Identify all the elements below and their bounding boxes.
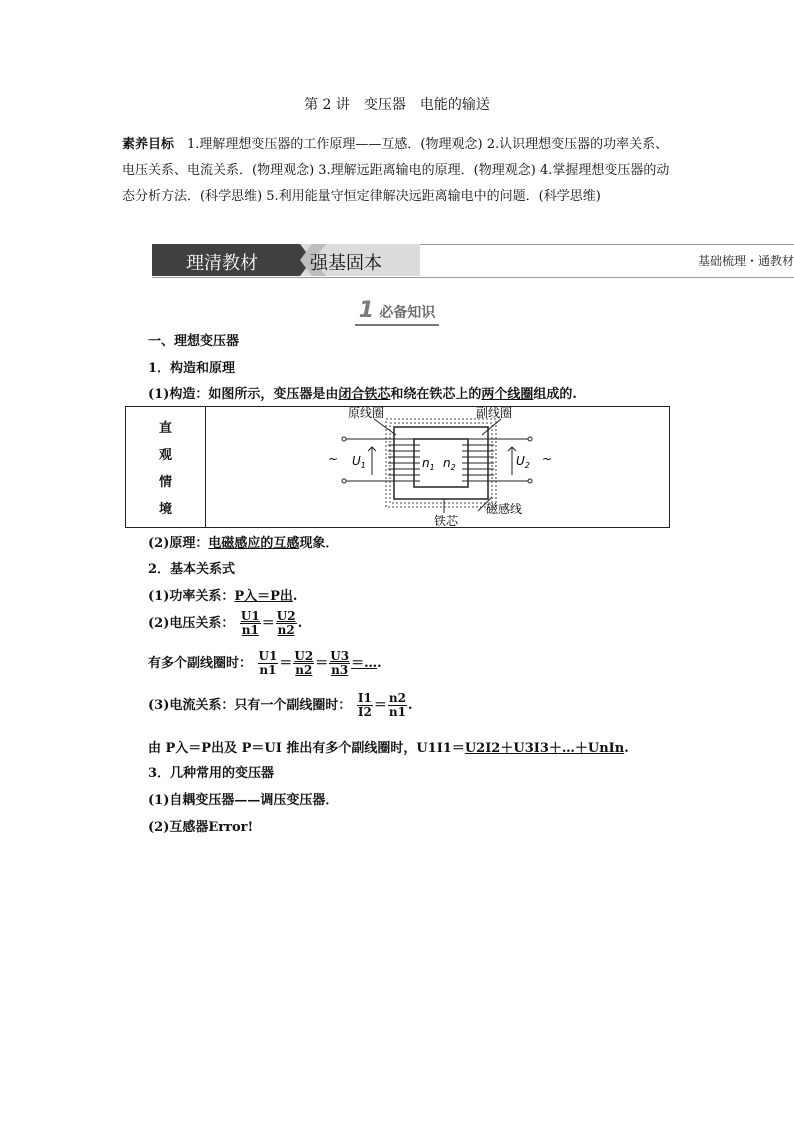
knowledge-heading [0, 298, 794, 326]
subheading-types: 3．几种常用的变压器 [148, 766, 275, 781]
secondary-coil-label: 副线圈 [476, 406, 513, 420]
structure-line: (1)构造：如图所示，变压器是由闭合铁芯和绕在铁芯上的两个线圈组成的. [148, 387, 577, 402]
multi-voltage-relation: 有多个副线圈时： $\frac{U1}{n1}$ ＝ $\frac{U2}{n2}$ ＝ $\frac{U3}{n3}$ ＝…. [148, 649, 382, 677]
figure-side-label: 境 [158, 502, 172, 517]
core-label: 铁芯 [434, 514, 459, 527]
knowledge-number: 1 [358, 298, 375, 323]
svg-text:U2: $U_2$ [516, 454, 530, 470]
figure-side-label: 直 [158, 421, 172, 436]
ac-source-symbol: ~ [328, 452, 339, 466]
principle-line: (2)原理：电磁感应的互感现象． [148, 536, 339, 551]
subheading-structure: 1．构造和原理 [148, 361, 236, 376]
primary-coil-label: 原线圈 [348, 406, 385, 420]
banner-tag: 基础梳理・通教材 [697, 254, 794, 268]
figure-side-label: 观 [158, 448, 172, 463]
voltage-relation: (2)电压关系： $\frac{U1}{n1}$ ＝ $\frac{U2}{n2}$ . [148, 609, 303, 637]
figure-side-label: 情 [158, 475, 172, 490]
mutual-inductor-line: (2)互感器Error! [148, 820, 254, 835]
goals-text: 1.理解理想变压器的工作原理——互感．(物理观念) 2.认识理想变压器的功率关系、电压关系、电流关系．(物理观念) 3.理解远距离输电的原理．(物理观念) 4.掌握理想变压器的动态分析方法．(科学思维) 5.利用能量守恒定律解决远距离输电中的问题．(科学思维) [122, 137, 670, 204]
learning-goals [122, 132, 677, 210]
autotransformer-line: (1)自耦变压器——调压变压器． [148, 793, 339, 808]
svg-text:n1: $n_1$ [422, 456, 435, 472]
svg-text:U1: $U_1$ [352, 454, 366, 470]
power-relation: (1)功率关系：P入＝P出. [148, 589, 298, 604]
ac-load-symbol: ~ [542, 452, 553, 466]
banner-right-text: 强基固本 [310, 253, 382, 274]
svg-text:n2: $n_2$ [443, 456, 456, 472]
section-banner [152, 244, 794, 276]
figure-table [125, 406, 670, 528]
page-title: 第 2 讲 变压器 电能的输送 [304, 97, 490, 113]
banner-left-text: 理清教材 [186, 253, 258, 274]
flux-label: 磁感线 [486, 502, 523, 516]
goals-label: 素养目标 [122, 137, 175, 152]
derivation-line: 由 P入＝P出及 P＝UI 推出有多个副线圈时，U1I1＝U2I2＋U3I3＋…＋UnIn. [148, 741, 629, 756]
current-relation: (3)电流关系：只有一个副线圈时： $\frac{I1}{I2}$ ＝ $\frac{n2}{n1}$ . [148, 691, 413, 719]
knowledge-label: 必备知识 [379, 305, 436, 321]
transformer-diagram [326, 405, 566, 527]
section-heading: 一、理想变压器 [148, 334, 240, 349]
subheading-relations: 2．基本关系式 [148, 562, 236, 577]
